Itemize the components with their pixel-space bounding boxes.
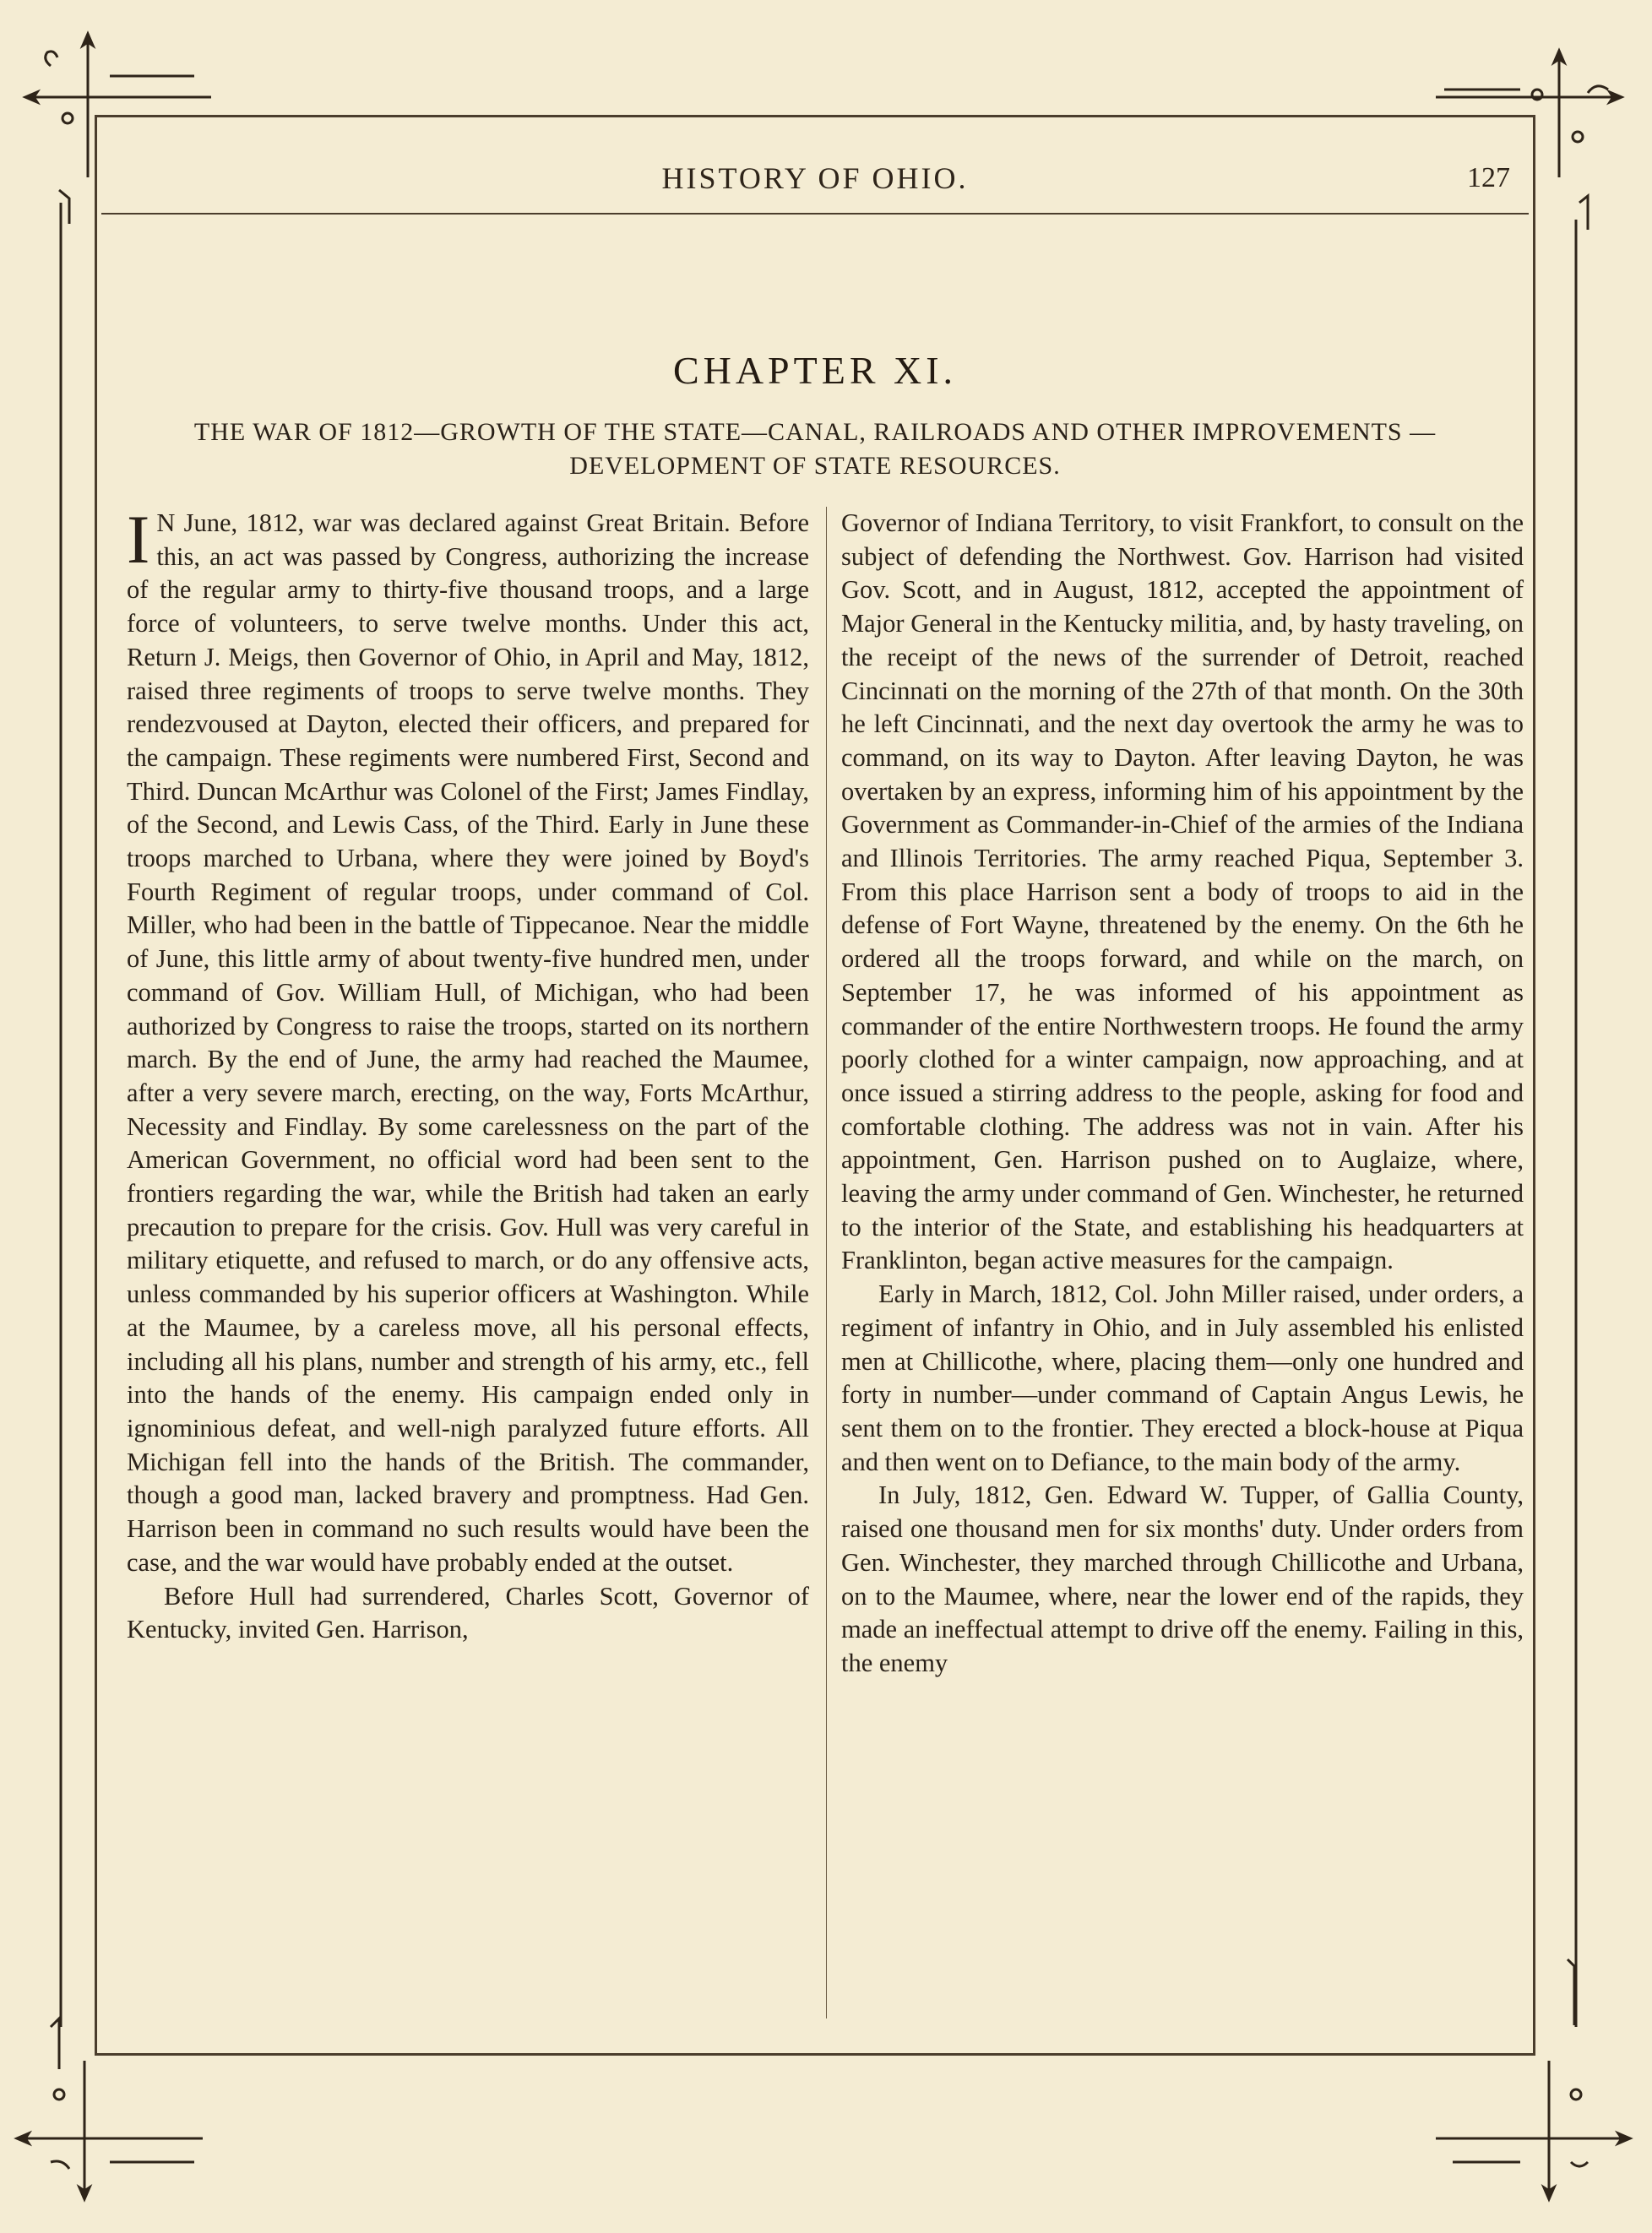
paragraph: Governor of Indiana Territory, to visit Frankfort, to consult on the subject of defending the Northwest. Gov. Harrison had visited Gov. Scott, and in August, 1812, accepted the appointment of Major General in the Kentucky militia, and, by hasty traveling, on the receipt of the news of the surrender of Detroit, reached Cincinnati on the morning of the 27th of that month. On the 30th he left Cincinnati, and the next day overtook the army he was to command, on its way to Dayton. After leaving Dayton, he was overtaken by an express, informing him of his appointment by the Government as Commander-in-Chief of the armies of the Indiana and Illinois Territories. The army reached Piqua, September 3. From this place Harrison sent a body of troops to aid in the defense of Fort Wayne, threatened by the enemy. On the 6th he ordered all the troops forward, and while on the march, on September 17, he was informed of his appointment as commander of the entire Northwestern troops. He found the army poorly clothed for a winter campaign, now approaching, and at once issued a stirring address to the people, asking for food and comfortable clothing. The address was not in vain. After his appointment, Gen. Harrison pushed on to Auglaize, where, leaving the army under command of Gen. Winchester, he returned to the interior of the State, and establishing his headquarters at Franklinton, began active measures for the campaign.: [841, 508, 1524, 1275]
paragraph: In July, 1812, Gen. Edward W. Tupper, of Gallia County, raised one thousand men for six months' duty. Under orders from Gen. Winchester, they marched through Chillicothe and Urbana, on to the Maumee, where, near the lower end of the rapids, they made an ineffectual attempt to drive off the enemy. Failing in this, the enemy: [841, 1481, 1524, 1677]
running-title: HISTORY OF OHIO.: [661, 161, 969, 195]
paragraph-text: N June, 1812, war was declared against Great Britain. Before this, an act was passed by Congress, authorizing the increase of the regular army to thirty-five thousand troops, and a large force of volunteers, to serve twelve months. Under this act, Return J. Meigs, then Governor of Ohio, in April and May, 1812, raised three regiments of troops to serve twelve months. They rendezvoused at Dayton, elected their officers, and prepared for the campaign. These regiments were numbered First, Second and Third. Duncan McArthur was Colonel of the First; James Findlay, of the Second, and Lewis Cass, of the Third. Early in June these troops marched to Urbana, where they were joined by Boyd's Fourth Regiment of regular troops, under command of Col. Miller, who had been in the battle of Tippecanoe. Near the middle of June, this little army of about twenty-five hundred men, under command of Gov. William Hull, of Michigan, who had been authorized by Congress to raise the troops, started on its northern march. By the end of June, the army had reached the Maumee, after a very severe march, erecting, on the way, Forts McArthur, Necessity and Findlay. By some carelessness on the part of the American Government, no official word had been sent to the frontiers regarding the war, while the British had taken an early precaution to prepare for the crisis. Gov. Hull was very careful in military etiquette, and refused to march, or do any offensive acts, unless commanded by his superior officers at Washington. While at the Maumee, by a careless move, all his personal effects, including all his plans, number and strength of his army, etc., fell into the hands of the enemy. His campaign ended only in ignominious defeat, and well-nigh paralyzed future efforts. All Michigan fell into the hands of the British. The commander, though a good man, lacked bravery and promptness. Had Gen. Harrison been in command no such results would have been the case, and the war would have probably ended at the outset.: [127, 508, 809, 1577]
drop-cap: I: [127, 501, 150, 578]
paragraph: Early in March, 1812, Col. John Miller raised, under orders, a regiment of infantry in Ohio, and in July assembled his enlisted men at Chillicothe, where, placing them—only one hundred and forty in number—under command of Captain Angus Lewis, he sent them on to the frontier. They erected a block-house at Piqua and then went on to Defiance, to the main body of the army.: [841, 1279, 1524, 1476]
paragraph: Before Hull had surrendered, Charles Scott, Governor of Kentucky, invited Gen. Harrison,: [127, 1581, 809, 1644]
paragraph: [127, 501, 809, 1580]
chapter-title: CHAPTER XI.: [672, 349, 958, 392]
chapter-subtitle: THE WAR OF 1812—GROWTH OF THE STATE—CANAL, RAILROADS AND OTHER IMPROVEMENTS —DEVELOPMENT OF STATE RESOURCES.: [193, 418, 1437, 480]
left-column: [127, 501, 809, 1647]
page-header: [101, 160, 1529, 211]
page-number: 127: [1467, 162, 1510, 193]
right-column: [841, 507, 1524, 1681]
column-divider: [826, 507, 827, 2018]
header-divider: [101, 213, 1529, 215]
